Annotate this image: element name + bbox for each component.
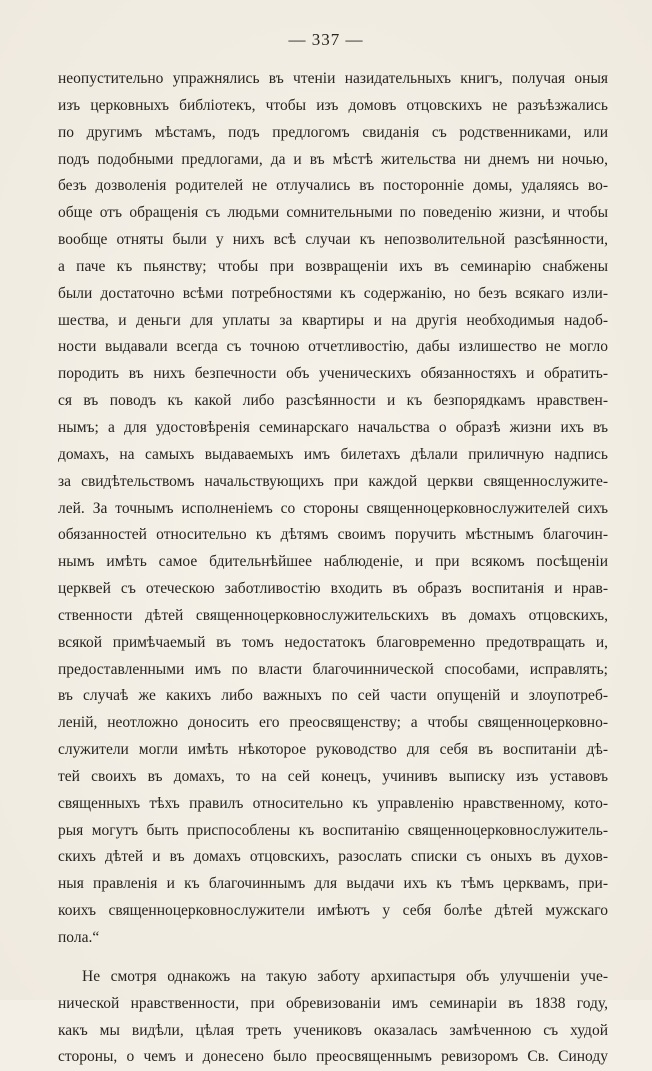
text-line: Не смотря однакожъ на такую заботу архипастыря объ улучшенiи уче- [82,967,608,985]
text-line: ности выдавали всегда съ точною отчетливостiю, дабы излишество не могло [58,338,608,356]
text-line: изъ церковныхъ библiотекъ, чтобы изъ домовъ отцовскихъ не разъѣзжались [58,96,608,114]
text-line: скихъ дѣтей и въ домахъ отцовскихъ, разослать списки съ оныхъ въ духов- [58,848,608,866]
text-line: ленiй, неотложно доносить его преосвященству; а чтобы священноцерковно- [58,714,608,732]
text-line: вообще отняты были у нихъ всѣ случаи къ непозволительной разсѣянности, [58,231,608,249]
text-line: лей. За точнымъ исполненiемъ со стороны священноцерковнослужителей сихъ [58,499,608,517]
text-line: безъ дозволенiя родителей не отлучались въ постороннiе домы, удаляясь во- [58,177,608,195]
text-line: неопустительно упражнялись въ чтенiи назидательныхъ книгъ, получая оныя [58,70,608,87]
text-line: церквей съ отеческою заботливостiю входить въ образъ воспитанiя и нрав- [58,580,608,598]
text-line: шества, и деньги для уплаты за квартиры и на другiя необходимыя надоб- [58,311,608,329]
text-line: какъ мы видѣли, цѣлая треть учениковъ оказалась замѣченною съ худой [58,1021,608,1039]
text-line: ственности дѣтей священноцерковнослужительскихъ въ домахъ отцовскихъ, [58,606,608,624]
text-line: всякой примѣчаемый въ томъ недостатокъ благовременно предотвращать и, [58,633,608,651]
text-line: обще отъ обращенiя съ людьми сомнительными по поведенiю жизни, и чтобы [58,204,608,222]
paragraph-gap [58,952,608,964]
text-line: подъ подобными предлогами, да и въ мѣстѣ жительства ни днемъ ни ночью, [58,150,608,168]
text-line: тей своихъ въ домахъ, то на сей конецъ, учинивъ выписку изъ уставовъ [58,767,608,785]
text-line: за свидѣтельствомъ начальствующихъ при каждой церкви священнослужите- [58,472,608,490]
text-line: нымъ имѣть самое бдительнѣйшее наблюденiе, и при всякомъ посѣщенiи [58,553,608,571]
text-line: нической нравственности, при обревизованiи имъ семинарiи въ 1838 году, [58,994,608,1012]
text-line: домахъ, на самыхъ выдаваемыхъ имъ билетахъ дѣлали приличную надпись [58,445,608,463]
text-line: по другимъ мѣстамъ, подъ предлогомъ свиданiя съ родственниками, или [58,123,608,141]
text-line: священныхъ тѣхъ правилъ относительно къ управленiю нравственному, кото- [58,794,608,812]
text-line: пола.“ [58,929,100,946]
text-line: рыя могутъ быть приспособлены къ воспитанiю священноцерковнослужитель- [58,821,608,839]
text-line: коихъ священноцерковнослужители имѣютъ у себя болѣе дѣтей мужскаго [58,902,608,920]
text-line: были достаточно всѣми потребностями къ содержанiю, но безъ всякаго изли- [58,284,608,302]
text-line: ся въ поводъ къ какой либо разсѣянности и къ безпорядкамъ нравствен- [58,392,608,410]
text-line: служители могли имѣть нѣкоторое руководство для себя въ воспитанiи дѣ- [58,741,608,759]
paragraph [58,66,608,952]
text-line: стороны, о чемъ и донесено было преосвященнымъ ревизоромъ Св. Синоду [58,1048,608,1066]
text-line: ныя правленiя и къ благочиннымъ для выдачи ихъ къ тѣмъ церквамъ, при- [58,875,608,893]
text-line: предоставленными имъ по власти благочиннической способами, исправлять; [58,660,608,678]
page-number: — 337 — [288,30,364,49]
text-line: обязанностей относительно къ дѣтямъ своимъ поручить мѣстнымъ благочин- [58,526,608,544]
text-line: породить въ нихъ безпечности объ ученическихъ обязанностяхъ и обратить- [58,365,608,383]
paragraph [58,964,608,1071]
body-text [58,66,608,1071]
text-line: въ случаѣ же какихъ либо важныхъ по сей части опущенiй и злоупотреб- [58,687,608,705]
text-line: нымъ; а для удостовѣренiя семинарскаго начальства о образѣ жизни ихъ въ [58,418,608,436]
text-line: а паче къ пьянству; чтобы при возвращенiи ихъ въ семинарiю снабжены [58,257,608,275]
